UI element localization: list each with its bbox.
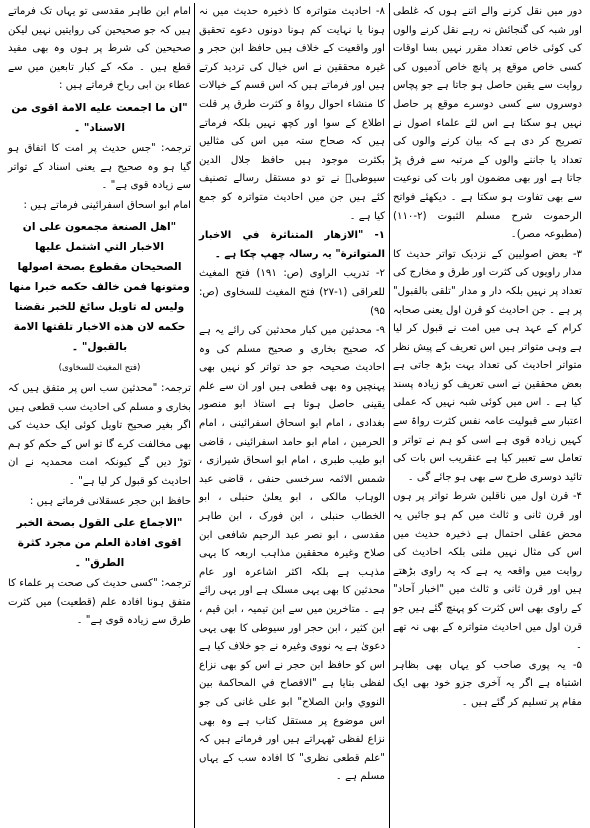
arabic-quote: "اهل الصنعة مجمعون على ان الاخبار التي اشتمل عليها الصحيحان مقطوع بصحة اصولها ومتونها فمن خالف حكمه خبرا منها وليس له تاويل سائغ للخبر نقضنا حكمه لان هذه الاخبار تلقتها الامة بالقبول" ۔ [9,221,190,354]
paragraph: ۳- بعض اصولیین کے نزدیک تواتر حدیث کا مدار راویوں کی کثرت اور طرق و مخارج کی تعداد پر نہیں بلکہ دار و مدار "تلقی بالقبول" پر ہے ۔ جن احادیث کو قرن اول یعنی صحابہ کرام کے عہد ہی میں امت نے قبول کر لیا ہے وہی متواتر ہیں اس تعریف کے پیش نظر متواتر احادیث کی تعداد بہت بڑھ جاتی ہے بعض محققین نے اسی تعریف کو زیادہ پسند کیا ہے ۔ اس میں کوئی شبہ نہیں کہ عملی اعتبار سے قبولیت عامہ نفس کثرت رواۃ سے کہیں زیادہ قوی ہے اسی کو ہم نے تواتر و تعامل سے تعبیر کیا ہے عنقریب اس بات کی تائید دوسری طرح سے بھی ہو جائے گی ۔ [393,248,582,483]
paragraph: ۵- یہ پوری صاحب کو یہاں بھی بظاہر اشتباہ ہے اگر یہ آخری جزو خود بھی ایک مقام پر تسلیم کر گئے ہیں ۔ [393,659,582,708]
column-right [390,3,586,828]
translation: ترجمہ: "جس حدیث پر امت کا اتفاق ہو گیا ہو وہ صحیح ہے یعنی اسناد کے تواتر سے زیادہ قوی ہے" ۔ [8,142,191,192]
paragraph: امام ابن طاہر مقدسی تو یہاں تک فرماتے ہیں کہ جو صحیحین کی روایتیں نہیں لیکن صحیحین کی شرط پر ہوں وہ بھی مفید قطع ہیں ۔ مکہ کے کبار تابعین میں سے عطاء بن ابی رباح فرماتے ہیں : [8,6,191,92]
paragraph: ۴- قرن اول میں ناقلین شرط تواتر پر ہوں اور قرن ثانی و ثالث میں کم ہو جائیں یہ محض عقلی احتمال ہے ذخیرہ حدیث میں اس کی مثال نہیں ملتی بلکہ احادیث کی روایت میں واقعہ یہ ہے کہ یہ راوی بڑھتے ہیں اور قرن ثانی و ثالث میں "اخبار آحاد" کے راوی بھی اس کثرت کو پہنچ گئے ہیں جو قرن اول میں احادیث متواترہ کے بھی نہ تھے ۔ [393,491,582,652]
column-left [4,3,194,828]
column-middle [194,3,390,828]
arabic-quote: "الاجماع على القول بصحة الخبر اقوى افادة العلم من مجرد كثرة الطرق" ۔ [16,517,183,570]
paragraph: ۹- محدثین میں کبار محدثین کی رائے یہ ہے کہ صحیح بخاری و صحیح مسلم کی وہ احادیث صحیحہ جو حد تواتر کو نہیں بھی پہنچیں وہ بھی قطعی ہیں اور ان سے علم یقینی حاصل ہوتا ہے استاذ ابو منصور بغدادی ، امام ابو اسحاق اسفرائینی ، امام الحرمین ، امام ابو حامد اسفرائینی ، قاضی ابو طیب طبری ، امام ابو اسحاق شیرازی ، شمس الائمہ سرخسی حنفی ، قاضی عبد الوہاب مالکی ، ابو یعلیٰ حنبلی ، ابو الخطاب حنبلی ، ابن فورک ، ابن طاہر مقدسی ، ابو نصر عبد الرحیم شافعی ابن صلاح وغیرہ محققین مذاہب اربعہ کا یہی مذہب ہے بلکہ اکثر اشاعرہ اور عام محدثین کا بھی یہی مسلک ہے اور یہی رائے ہے ۔ متاخرین میں سے ابن تیمیہ ، ابن قیم ، ابن کثیر ، ابن حجر اور سیوطی کا بھی یہی دعویٰ ہے یہ نووی وغیرہ نے جو خلاف کیا ہے اس کو حافظ ابن حجر نے اس کو بھی نزاع لفظی بتایا ہے "الافصاح في المحاكمة بين النووي وابن الصلاح" ابو علی غانی کی جو اس موضوع پر مستقل کتاب ہے وہ بھی نزاع لفظی ٹھہراتے ہیں اور فرماتے ہیں کہ "علم قطعی نظری" کا افادہ سب کے یہاں مسلم ہے ۔ [199,325,385,783]
reference-note: (فتح المغیث للسخاوی) [58,363,141,374]
translation: ترجمہ: "کسی حدیث کی صحت پر علماء کا متفق ہونا افادہ علم (قطعیت) میں کثرت طرق سے زیادہ قوی ہے" ۔ [8,578,191,627]
translation: ترجمہ: "محدثین سب اس پر متفق ہیں کہ بخاری و مسلم کی احادیث سب قطعی ہیں اگر بغیر صحیح تاویل کوئی ایک حدیث کی بھی مخالفت کرے گا تو اس کے حکم کو ہم توڑ دیں گے کیونکہ امت محمدیہ نے ان احادیث کو قبول کر لیا ہے" ۔ [8,382,191,487]
arabic-quote: "ان ما اجمعت عليه الامة اقوى من الاسناد" ۔ [11,101,188,134]
paragraph: ۲- تدریب الراوی (ص: ۱۹۱) فتح المغیث للعراقی (۱-۲۷) فتح المغیث للسخاوی (ص: ۹۵) [199,268,386,317]
paragraph: حافظ ابن حجر عسقلانی فرماتے ہیں : [29,495,191,507]
paragraph: دور میں نقل کرنے والے اتنے ہوں کہ غلطی اور شبہ کی گنجائش نہ رہے نقل کرنے والوں کی کوئی خاص تعداد مقرر نہیں بسا اوقات کسی خاص موقع پر پانچ خاص آدمیوں کی روایت سے یقین حاصل ہو جاتا ہے جو پچاس دوسروں سے کسی دوسرے موقع پر حاصل نہیں ہو سکتا ہے اس لئے علماء اصول نے تصریح کر دی ہے کہ بیان کرنے والوں کی تعداد یا جاننے والوں کے مرتبہ سے فرق پڑ جاتا ہے اور بھی مضمون اور بات کی نوعیت سے بھی تفاوت ہو سکتا ہے ۔ دیکھئے فواتح الرحموت شرح مسلم الثبوت (۲-۱۱۰) (مطبوعہ مصر)۔ [393,6,582,241]
paragraph: ۱- "الازهار المتناثرة في الاخبار المتواترة" یہ رسالہ چھپ چکا ہے ۔ [199,230,385,260]
paragraph: ۸- احادیث متواترہ کا ذخیرہ حدیث میں نہ ہونا یا نہایت کم ہونا دونوں دعوے تحقیق اور واقعیت کے خلاف ہیں حافظ ابن حجر و غیرہ محققین نے اس خیال کی تردید کرتے ہیں اور فرماتے ہیں کہ اس قسم کے خیالات کا منشاء احوال رواۃ و کثرت طرق پر قلت اطلاع کے سوا اور کچھ نہیں بلکہ فرماتے ہیں کہ صحاح ستہ میں اس کی مثالیں بکثرت موجود ہیں حافظ جلال الدین سیوطیؒ نے تو دو مستقل رسالے تصنیف کئے ہیں جن میں احادیث متواترہ کو جمع کیا ہے ۔ [199,6,385,222]
paragraph: امام ابو اسحاق اسفرائینی فرماتے ہیں : [23,199,191,211]
